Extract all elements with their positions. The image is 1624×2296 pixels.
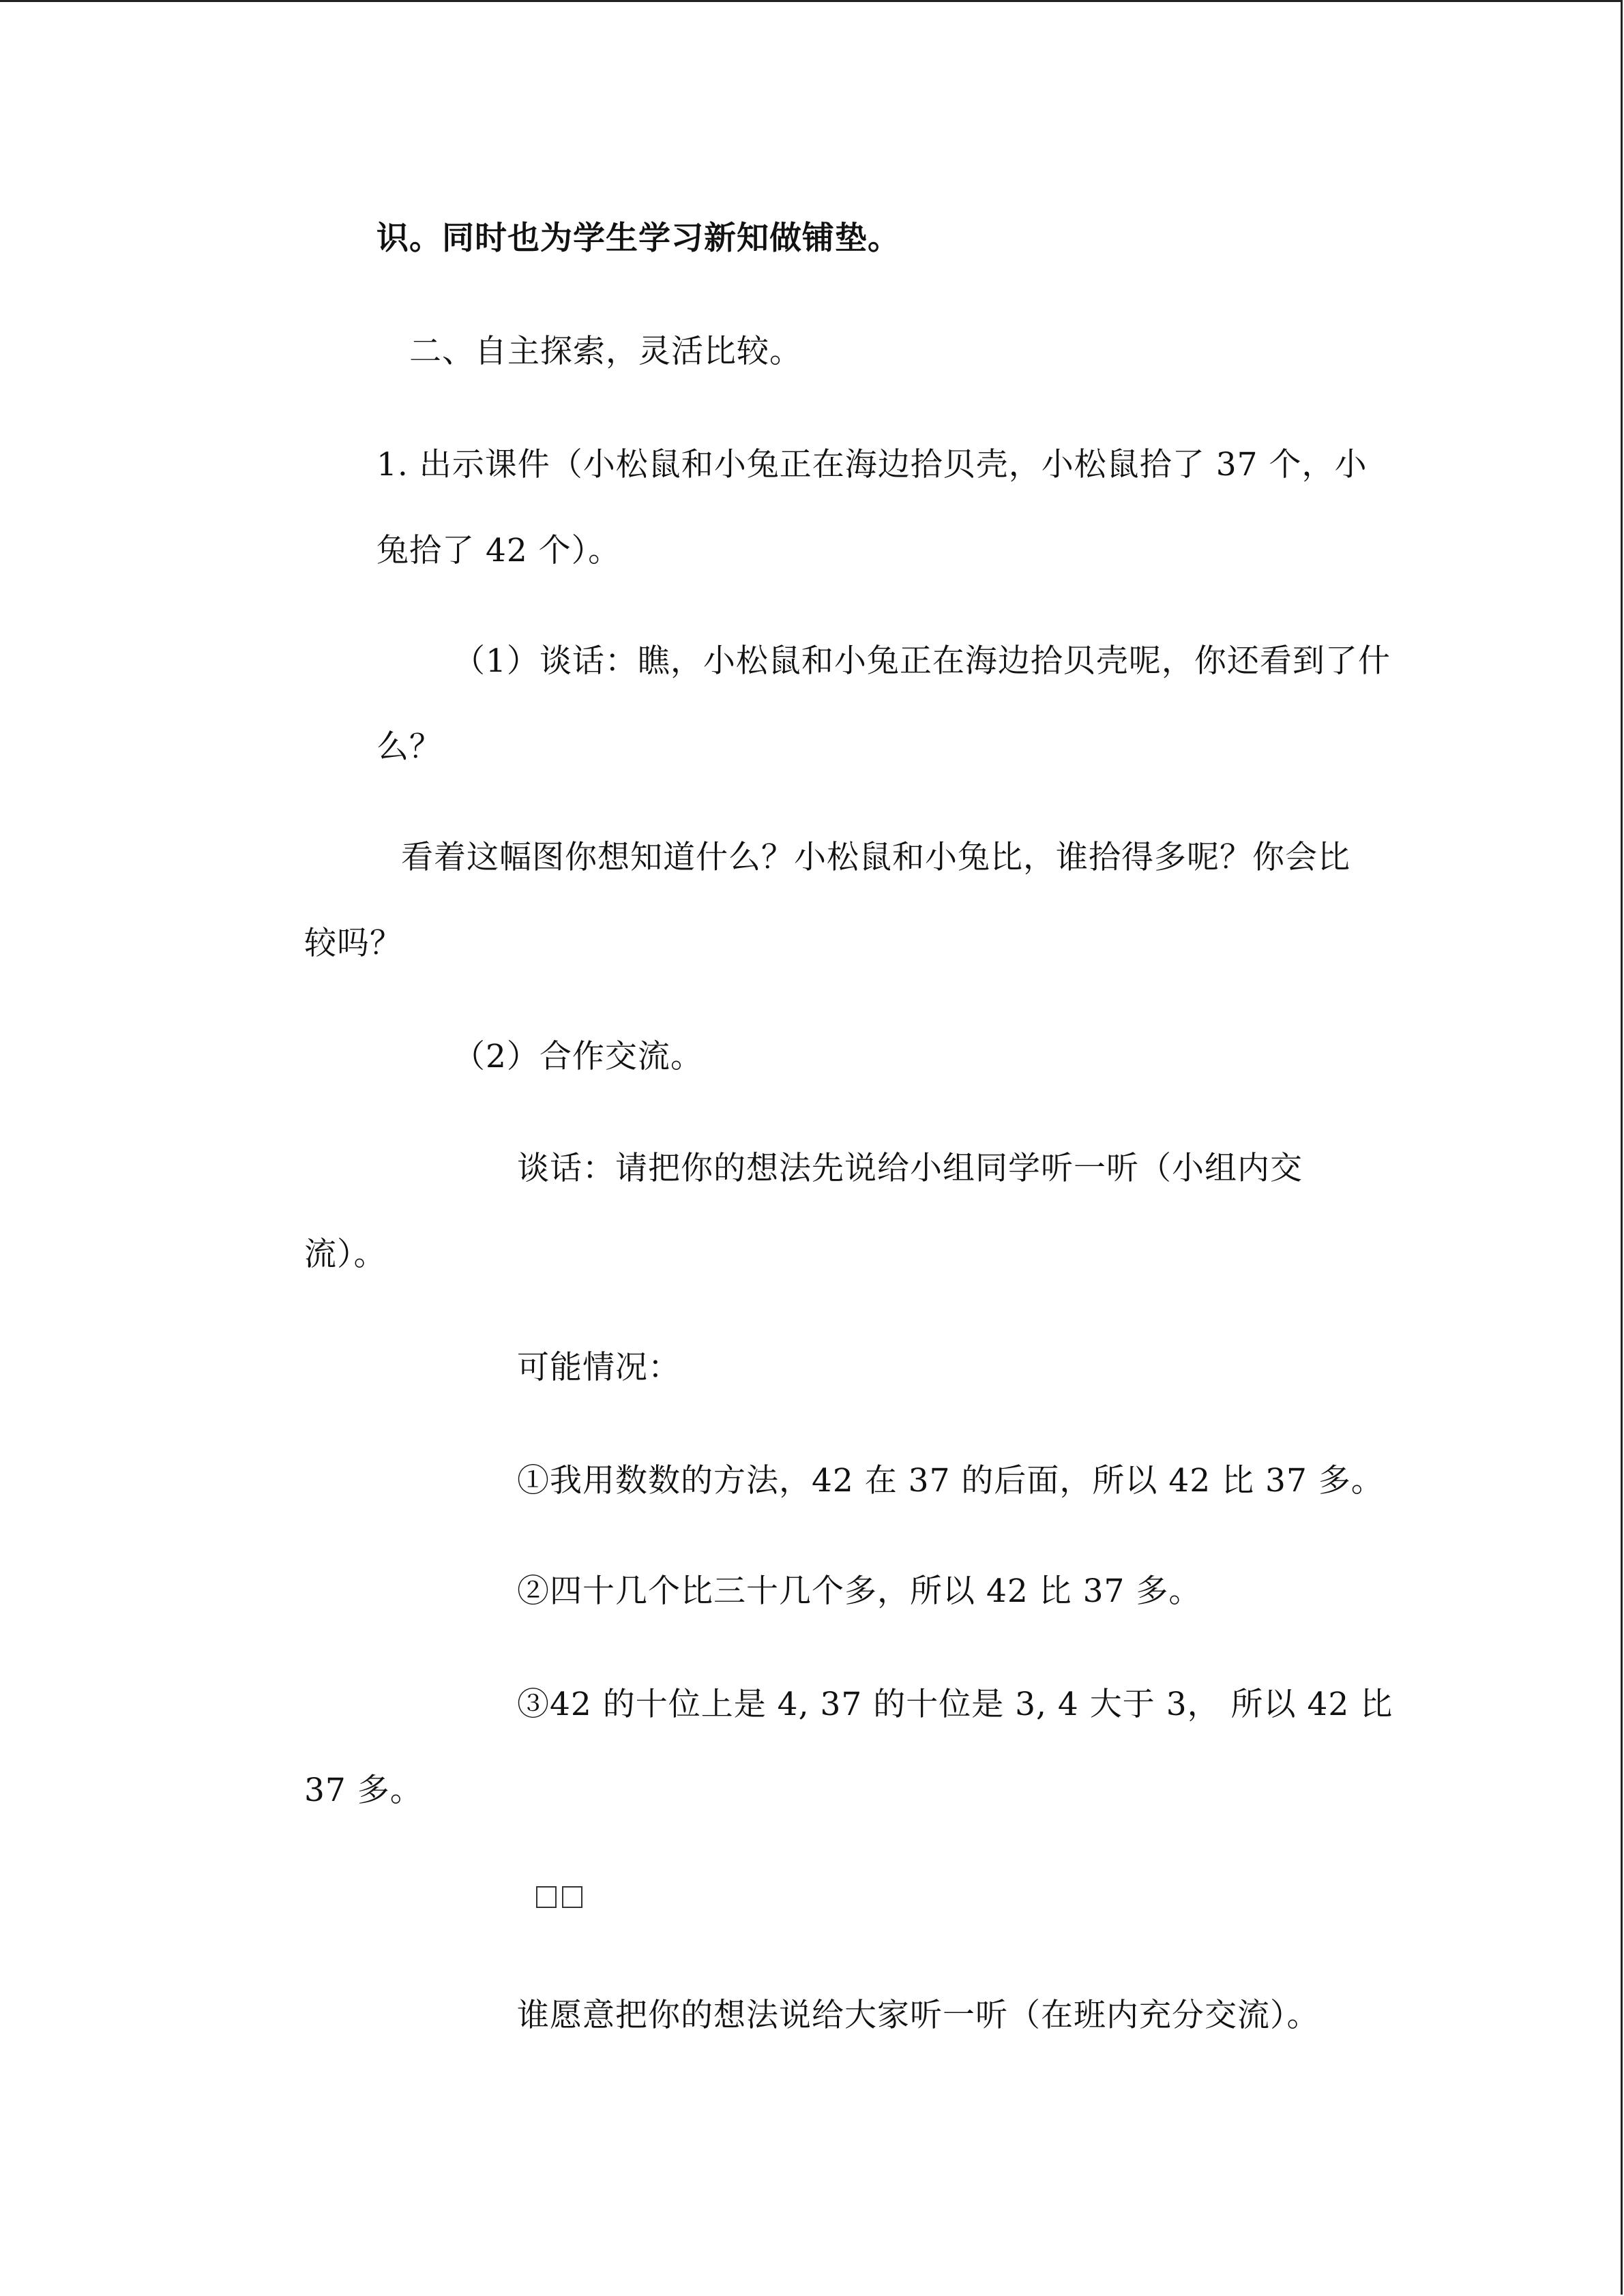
paragraph-line-10: 谈话：请把你的想法先说给小组同学听一听（小组内交 [517, 1150, 1303, 1187]
paragraph-line-16: 37 多。 [304, 1772, 423, 1809]
paragraph-line-11: 流）。 [304, 1236, 387, 1273]
paragraph-line-6: 么？ [377, 728, 442, 766]
paragraph-line-5: （1）谈话：瞧，小松鼠和小兔正在海边拾贝壳呢，你还看到了什 [453, 642, 1391, 680]
paragraph-line-15: ③42 的十位上是 4, 37 的十位是 3, 4 大于 3， 所以 42 比 [517, 1686, 1393, 1723]
placeholder-boxes [536, 1886, 582, 1908]
paragraph-line-3: 1. 出示课件（小松鼠和小兔正在海边拾贝壳，小松鼠拾了 37 个，小 [377, 446, 1368, 483]
placeholder-box-icon [536, 1886, 557, 1908]
paragraph-line-13: ①我用数数的方法，42 在 37 的后面，所以 42 比 37 多。 [517, 1462, 1384, 1500]
paragraph-line-4: 兔拾了 42 个）。 [377, 532, 621, 569]
placeholder-box-icon [562, 1886, 582, 1908]
paragraph-line-14: ②四十几个比三十几个多，所以 42 比 37 多。 [517, 1572, 1202, 1610]
paragraph-line-7: 看着这幅图你想知道什么？小松鼠和小兔比，谁拾得多呢？你会比 [401, 839, 1350, 876]
paragraph-line-1: 识。同时也为学生学习新知做铺垫。 [377, 220, 900, 257]
paragraph-line-9: （2）合作交流。 [453, 1038, 703, 1075]
paragraph-line-12: 可能情况： [517, 1349, 681, 1386]
paragraph-line-17: 谁愿意把你的想法说给大家听一听（在班内充分交流）。 [517, 1997, 1320, 2034]
paragraph-line-8: 较吗？ [304, 925, 402, 962]
section-heading: 二、自主探索，灵活比较。 [409, 333, 802, 370]
